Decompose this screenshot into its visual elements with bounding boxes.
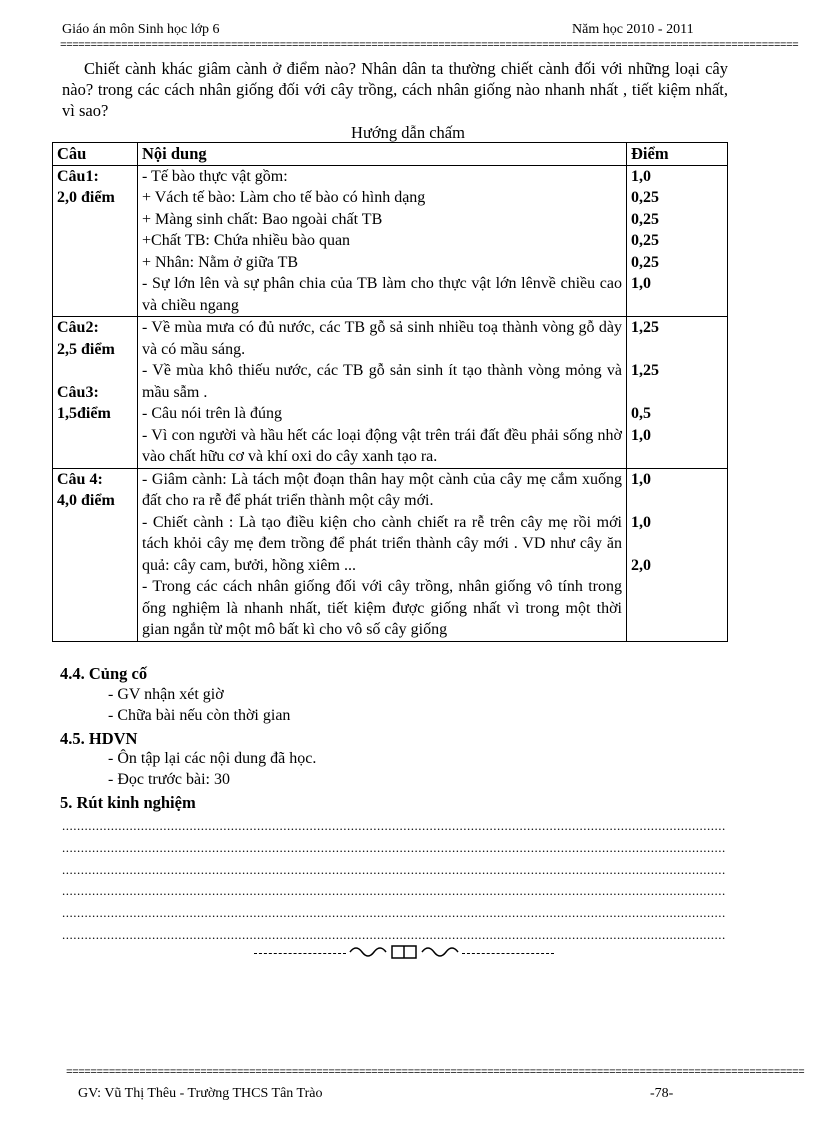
answer-line: - Trong các cách nhân giống đối với cây trồng, nhân giống vô tính trong ống nghiệm là nhanh nhất, tiết kiệm được giống nhất vì trong một thời gian ngắn từ một mô bất kì cho vô số cây giống bbox=[142, 578, 622, 638]
dotted-line: ................................................................................................................................................................................. bbox=[62, 883, 726, 898]
question-paragraph: Chiết cành khác giâm cành ở điểm nào? Nhân dân ta thường chiết cành đối với những loại cây nào? trong các cách nhân giống đối với cây trồng, cách nhân giống nào nhanh nhất , tiết kiệm nhất, vì sao? bbox=[62, 59, 728, 120]
score-value: 0,25 bbox=[631, 210, 659, 228]
dotted-line: ................................................................................................................................................................................. bbox=[62, 905, 726, 920]
answer-line: - Về mùa khô thiếu nước, các TB gỗ sản sinh ít tạo thành vòng mỏng và mầu sẫm . bbox=[142, 362, 622, 401]
score-value: 0,25 bbox=[631, 232, 659, 249]
header-divider: ========================================================================================================================= bbox=[60, 40, 799, 52]
footer-divider: ========================================================================================================================= bbox=[66, 1067, 805, 1079]
table-row-cau2-cau3 bbox=[53, 317, 728, 469]
header-noi-dung: Nội dung bbox=[138, 143, 627, 166]
question-points: 2,0 điểm bbox=[57, 189, 115, 206]
score-value: 0,25 bbox=[631, 189, 659, 206]
answer-line: - Sự lớn lên và sự phân chia của TB làm cho thực vật lớn lênvề chiều cao và chiều ngang bbox=[142, 275, 622, 314]
dotted-line: ................................................................................................................................................................................. bbox=[62, 818, 726, 833]
header-diem: Điểm bbox=[627, 143, 728, 166]
answer-content-cell bbox=[138, 317, 627, 469]
question-points: 2,5 điểm bbox=[57, 340, 115, 358]
score-value: 0,25 bbox=[631, 253, 659, 271]
list-item: - GV nhận xét giờ bbox=[108, 686, 224, 703]
score-value: 1,0 bbox=[631, 167, 651, 185]
header-year: Năm học 2010 - 2011 bbox=[572, 22, 694, 37]
score-value: 1,0 bbox=[631, 513, 651, 531]
question-label-cell bbox=[53, 468, 138, 641]
header-cau: Câu bbox=[53, 143, 138, 166]
answer-line: - Về mùa mưa có đủ nước, các TB gỗ sả sinh nhiều toạ thành vòng gỗ dày và có mầu sáng. bbox=[142, 319, 622, 358]
question-label-cell bbox=[53, 317, 138, 469]
answer-line: - Tế bào thực vật gồm: bbox=[142, 167, 288, 185]
answer-line: - Giâm cành: Là tách một đoạn thân hay một cành của cây mẹ cắm xuống đất cho ra rễ để phát triển thành một cây mới. bbox=[142, 470, 622, 509]
table-row-cau1 bbox=[53, 165, 728, 317]
score-cell bbox=[627, 165, 728, 317]
score-value: 1,25 bbox=[631, 362, 659, 379]
header-title: Giáo án môn Sinh học lớp 6 bbox=[62, 22, 220, 37]
question-points: 4,0 điểm bbox=[57, 492, 115, 509]
answer-line: - Vì con người và hầu hết các loại động vật trên trái đất đều phải sống nhờ vào chất hữu cơ và khí oxi do cây xanh tạo ra. bbox=[142, 426, 622, 465]
answer-line: - Câu nói trên là đúng bbox=[142, 405, 282, 422]
dotted-line: ................................................................................................................................................................................. bbox=[62, 862, 726, 877]
score-value: 1,0 bbox=[631, 470, 651, 488]
dotted-line: ................................................................................................................................................................................. bbox=[62, 840, 726, 855]
footer-teacher: GV: Vũ Thị Thêu - Trường THCS Tân Trào bbox=[78, 1086, 323, 1101]
question-points: 1,5điểm bbox=[57, 405, 111, 422]
score-cell bbox=[627, 468, 728, 641]
question-number: Câu1: bbox=[57, 167, 99, 185]
section-cung-co-title: 4.4. Củng cố bbox=[60, 664, 148, 683]
table-row-cau4 bbox=[53, 468, 728, 641]
ornament-divider bbox=[254, 944, 554, 960]
list-item: - Chữa bài nếu còn thời gian bbox=[108, 707, 291, 724]
section-hdvn-title: 4.5. HDVN bbox=[60, 729, 138, 748]
score-value: 2,0 bbox=[631, 556, 651, 574]
grading-table bbox=[52, 142, 728, 642]
score-value: 1,0 bbox=[631, 275, 651, 292]
answer-content-cell bbox=[138, 165, 627, 317]
page-number: -78- bbox=[650, 1086, 674, 1101]
table-header-row bbox=[53, 143, 728, 166]
score-value: 0,5 bbox=[631, 405, 651, 422]
question-number: Câu 4: bbox=[57, 470, 103, 488]
score-value: 1,0 bbox=[631, 426, 651, 444]
answer-line: - Chiết cành : Là tạo điều kiện cho cành chiết ra rễ trên cây mẹ rồi mới tách khỏi cây mẹ đem trồng để phát triển thành cây mới . VD như cây ăn quả: cây cam, bưởi, hồng xiêm ... bbox=[142, 513, 622, 574]
question-number: Câu2: bbox=[57, 319, 99, 336]
answer-line: + Màng sinh chất: Bao ngoài chất TB bbox=[142, 210, 383, 228]
grading-caption: Hướng dẫn chấm bbox=[351, 123, 465, 142]
section-rut-kinh-nghiem-title: 5. Rút kinh nghiệm bbox=[60, 793, 196, 812]
question-label-cell bbox=[53, 165, 138, 317]
ornament-icon bbox=[348, 944, 460, 960]
answer-content-cell bbox=[138, 468, 627, 641]
list-item: - Ôn tập lại các nội dung đã học. bbox=[108, 750, 317, 767]
score-cell bbox=[627, 317, 728, 469]
answer-line: + Nhân: Nằm ở giữa TB bbox=[142, 253, 299, 271]
question-number: Câu3: bbox=[57, 383, 99, 401]
answer-line: + Vách tế bào: Làm cho tế bào có hình dạng bbox=[142, 189, 426, 206]
answer-line: +Chất TB: Chứa nhiều bào quan bbox=[142, 232, 351, 249]
list-item: - Đọc trước bài: 30 bbox=[108, 771, 230, 788]
dotted-line: ................................................................................................................................................................................. bbox=[62, 927, 726, 942]
score-value: 1,25 bbox=[631, 319, 659, 336]
